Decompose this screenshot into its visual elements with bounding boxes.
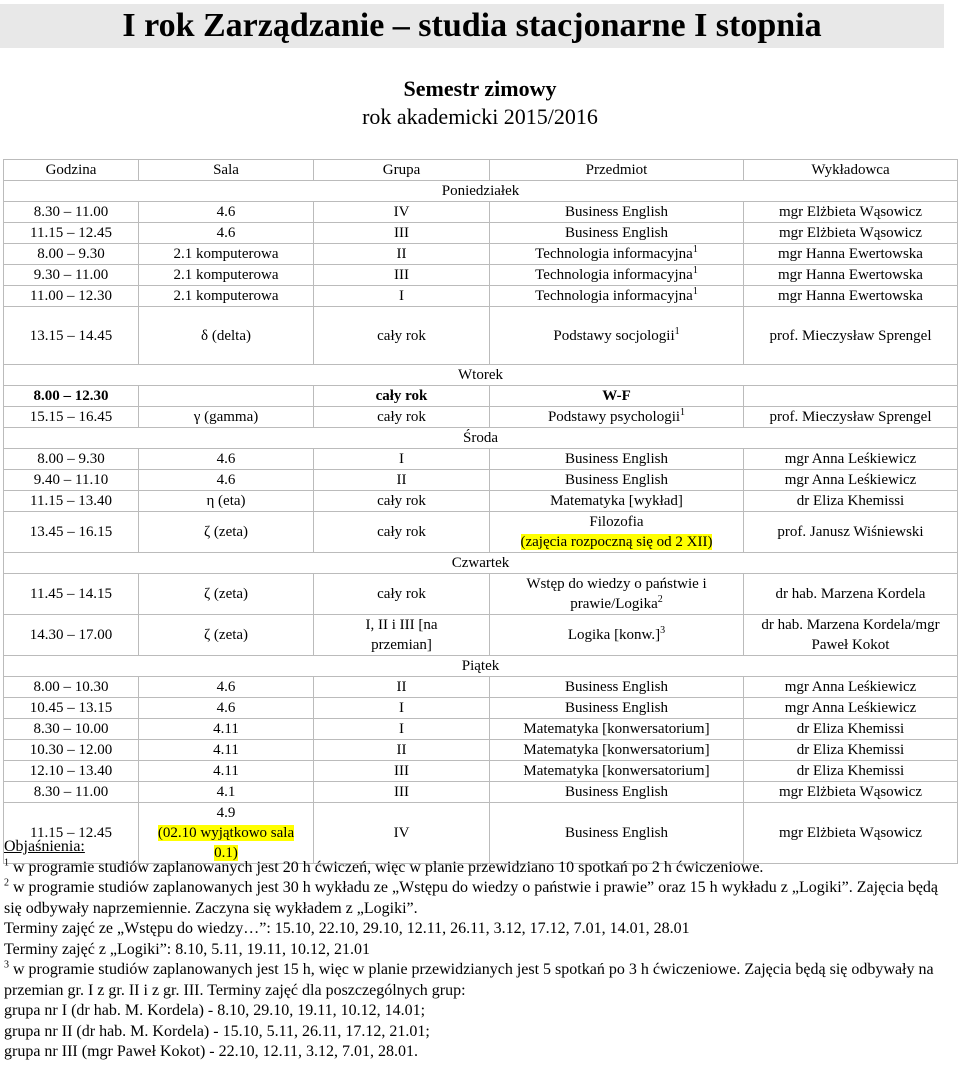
table-row: 8.00 – 10.30 4.6 II Business English mgr Anna Leśkiewicz [4, 677, 958, 698]
table-row: 9.40 – 11.10 4.6 II Business English mgr Anna Leśkiewicz [4, 470, 958, 491]
table-row: 11.45 – 14.15 ζ (zeta) cały rok Wstęp do wiedzy o państwie i prawie/Logika$^2$ dr hab. Marzena Kordela [4, 574, 958, 615]
header-group: Grupa [314, 160, 490, 181]
day-monday: Poniedziałek [4, 181, 958, 202]
header-subject: Przedmiot [490, 160, 744, 181]
notes-heading: Objaśnienia: [4, 838, 85, 855]
room-exception-note: (02.10 wyjątkowo sala 0.1) [157, 825, 295, 861]
table-row: 11.15 – 13.40 η (eta) cały rok Matematyka [wykład] dr Eliza Khemissi [4, 491, 958, 512]
table-row: 13.45 – 16.15 ζ (zeta) cały rok Filozofia (zajęcia rozpoczną się od 2 XII) prof. Janusz Wiśniewski [4, 512, 958, 553]
day-thursday: Czwartek [4, 553, 958, 574]
table-row: 10.30 – 12.00 4.11 II Matematyka [konwersatorium] dr Eliza Khemissi [4, 740, 958, 761]
table-row: 8.00 – 9.30 4.6 I Business English mgr Anna Leśkiewicz [4, 449, 958, 470]
note-2: $^2$ w programie studiów zaplanowanych jest 30 h wykładu ze „Wstępu do wiedzy o państwie i prawie” oraz 15 h wykładu z „Logiki”. Zajęcia będą się odbywały naprzemiennie. Zaczyna się wykładem z „Logiki”. [4, 877, 939, 917]
group-2-dates: grupa nr II (dr hab. M. Kordela) - 15.10, 5.11, 26.11, 17.12, 21.01; [4, 1022, 430, 1040]
table-header-row [4, 160, 958, 181]
table-row: 13.15 – 14.45 δ (delta) cały rok Podstawy socjologii$^1$ prof. Mieczysław Sprengel [4, 307, 958, 365]
table-row: 11.15 – 12.45 4.6 III Business English mgr Elżbieta Wąsowicz [4, 223, 958, 244]
group-1-dates: grupa nr I (dr hab. M. Kordela) - 8.10, 29.10, 19.11, 10.12, 14.01; [4, 1002, 426, 1019]
academic-year: rok akademicki 2015/2016 [362, 104, 598, 129]
table-row: 8.30 – 10.00 4.11 I Matematyka [konwersatorium] dr Eliza Khemissi [4, 719, 958, 740]
table-row: 9.30 – 11.00 2.1 komputerowa III Technologia informacyjna$^1$ mgr Hanna Ewertowska [4, 265, 958, 286]
table-row: 11.00 – 12.30 2.1 komputerowa I Technologia informacyjna$^1$ mgr Hanna Ewertowska [4, 286, 958, 307]
table-row: 8.30 – 11.00 4.1 III Business English mgr Elżbieta Wąsowicz [4, 782, 958, 803]
table-row: 8.00 – 9.30 2.1 komputerowa II Technologia informacyjna$^1$ mgr Hanna Ewertowska [4, 244, 958, 265]
table-row: 11.15 – 12.45 4.9 (02.10 wyjątkowo sala 0.1) IV Business English mgr Elżbieta Wąsowicz [4, 803, 958, 864]
filozofia-start-note: (zajęcia rozpoczną się od 2 XII) [520, 534, 713, 550]
semester-label: Semestr zimowy [403, 76, 557, 101]
table-row: 14.30 – 17.00 ζ (zeta) I, II i III [na przemian] Logika [konw.]$^3$ dr hab. Marzena Kordela/mgr Paweł Kokot [4, 615, 958, 656]
day-tuesday: Wtorek [4, 365, 958, 386]
day-friday: Piątek [4, 656, 958, 677]
schedule-table [3, 159, 958, 864]
table-row: 15.15 – 16.45 γ (gamma) cały rok Podstawy psychologii$^1$ prof. Mieczysław Sprengel [4, 407, 958, 428]
notes-section [4, 837, 956, 1063]
note-3: $^3$ w programie studiów zaplanowanych jest 15 h, więc w planie przewidzianych jest 5 spotkań po 3 h ćwiczeniowe. Zajęcia będą się odbywały na przemian gr. I z gr. II i z gr. III. Terminy zajęć dla poszczególnych grup: [4, 959, 934, 999]
day-wednesday: Środa [4, 428, 958, 449]
note-1: $^1$ w programie studiów zaplanowanych jest 20 h ćwiczeń, więc w planie przewidziano 10 spotkań po 2 h ćwiczeniowe. [4, 857, 764, 876]
table-row: 8.00 – 12.30 cały rok W-F [4, 386, 958, 407]
table-row: 12.10 – 13.40 4.11 III Matematyka [konwersatorium] dr Eliza Khemissi [4, 761, 958, 782]
table-row: 8.30 – 11.00 4.6 IV Business English mgr Elżbieta Wąsowicz [4, 202, 958, 223]
table-row: 10.45 – 13.15 4.6 I Business English mgr Anna Leśkiewicz [4, 698, 958, 719]
header-lecturer: Wykładowca [744, 160, 958, 181]
header-hour: Godzina [4, 160, 139, 181]
note-2-terms-logika: Terminy zajęć z „Logiki”: 8.10, 5.11, 19.11, 10.12, 21.01 [4, 940, 371, 958]
header-room: Sala [139, 160, 314, 181]
note-2-terms-wstep: Terminy zajęć ze „Wstępu do wiedzy…”: 15.10, 22.10, 29.10, 12.11, 26.11, 3.12, 17.12, 7.01, 14.01, 28.01 [4, 920, 690, 937]
page-title: I rok Zarządzanie – studia stacjonarne I stopnia [0, 4, 944, 48]
group-3-dates: grupa nr III (mgr Paweł Kokot) - 22.10, 12.11, 3.12, 7.01, 28.01. [4, 1043, 419, 1060]
